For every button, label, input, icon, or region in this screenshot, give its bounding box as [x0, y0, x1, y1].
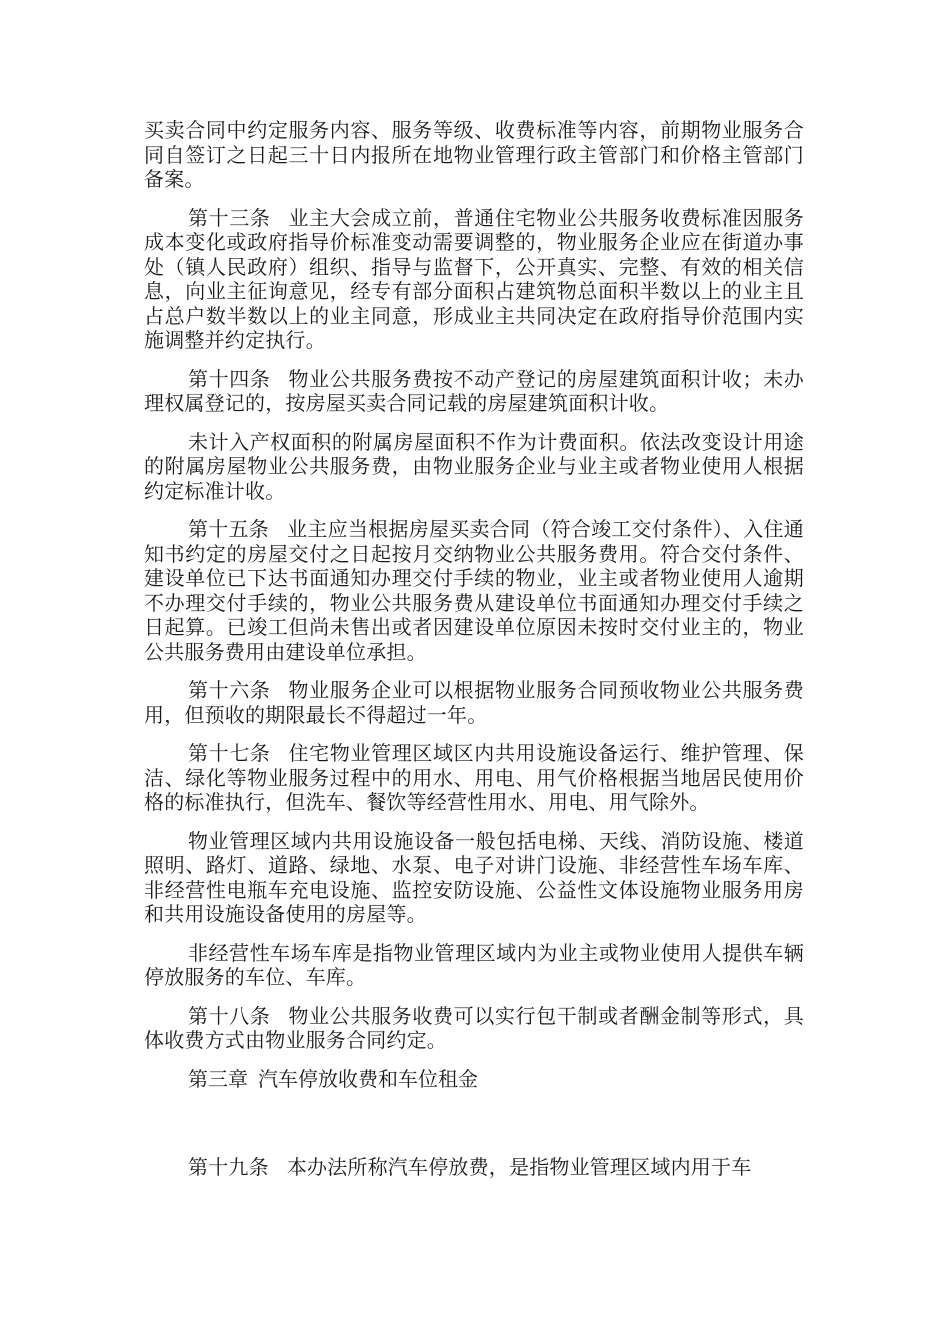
article-text: 本办法所称汽车停放费，是指物业管理区域内用于车 [286, 1155, 752, 1179]
article-number: 第十三条 [188, 205, 271, 230]
paragraph-text: 未计入产权面积的附属房屋面积不作为计费面积。依法改变设计用途的附属房屋物业公共服务费，由物业服务企业与业主或者物业使用人根据约定标准计收。 [144, 429, 804, 503]
paragraph-17-2 [144, 829, 804, 927]
article-number: 第十五条 [188, 517, 270, 541]
article-text: 业主大会成立前，普通住宅物业公共服务收费标准因服务成本变化或政府指导价标准变动需要调整的，物业服务企业应在街道办事处（镇人民政府）组织、指导与监督下，公开真实、完整、有效的相关信息，向业主征询意见，经专有部分面积占建筑物总面积半数以上的业主且占总户数半数以上的业主同意，形成业主共同决定在政府指导价范围内实施调整并约定执行。 [144, 205, 804, 352]
article-13 [144, 206, 804, 353]
article-number: 第十六条 [188, 678, 271, 702]
paragraph-continuation [144, 118, 804, 192]
article-14 [144, 367, 804, 416]
article-text: 物业服务企业可以根据物业服务合同预收物业公共服务费用，但预收的期限最长不得超过一年。 [144, 678, 804, 727]
article-17 [144, 741, 804, 815]
paragraph-14-2 [144, 430, 804, 504]
paragraph-text: 物业管理区域内共用设施设备一般包括电梯、天线、消防设施、楼道照明、路灯、道路、绿地、水泵、电子对讲门设施、非经营性车场车库、非经营性电瓶车充电设施、监控安防设施、公益性文体设施物业服务用房和共用设施设备使用的房屋等。 [144, 828, 804, 926]
article-number: 第十八条 [188, 1003, 271, 1028]
article-text: 物业公共服务收费可以实行包干制或者酬金制等形式，具体收费方式由物业服务合同约定。 [144, 1003, 804, 1052]
article-19 [144, 1155, 804, 1180]
paragraph-text: 买卖合同中约定服务内容、服务等级、收费标准等内容，前期物业服务合同自签订之日起三十日内报所在地物业管理行政主管部门和价格主管部门备案。 [144, 118, 804, 191]
paragraph-17-3 [144, 941, 804, 990]
article-16 [144, 678, 804, 727]
article-number: 第十七条 [188, 741, 271, 765]
article-number: 第十九条 [188, 1155, 269, 1179]
document-page [144, 118, 804, 1194]
chapter-number: 第三章 [188, 1066, 248, 1091]
chapter-title: 汽车停放收费和车位租金 [258, 1066, 478, 1091]
chapter-heading [144, 1067, 804, 1092]
paragraph-text: 非经营性车场车库是指物业管理区域内为业主或物业使用人提供车辆停放服务的车位、车库。 [144, 940, 804, 989]
article-text: 业主应当根据房屋买卖合同（符合竣工交付条件）、入住通知书约定的房屋交付之日起按月交纳物业公共服务费用。符合交付条件、建设单位已下达书面通知办理交付手续的物业，业主或者物业使用人逾期不办理交付手续的，物业公共服务费从建设单位书面通知办理交付手续之日起算。已竣工但尚未售出或者因建设单位原因未按时交付业主的，物业公共服务费用由建设单位承担。 [144, 517, 804, 664]
article-text: 住宅物业管理区域区内共用设施设备运行、维护管理、保洁、绿化等物业服务过程中的用水、用电、用气价格根据当地居民使用价格的标准执行，但洗车、餐饮等经营性用水、用电、用气除外。 [144, 741, 804, 814]
article-text: 物业公共服务费按不动产登记的房屋建筑面积计收；未办理权属登记的，按房屋买卖合同记载的房屋建筑面积计收。 [144, 366, 804, 415]
article-number: 第十四条 [188, 366, 271, 391]
article-15 [144, 517, 804, 664]
article-18 [144, 1004, 804, 1053]
